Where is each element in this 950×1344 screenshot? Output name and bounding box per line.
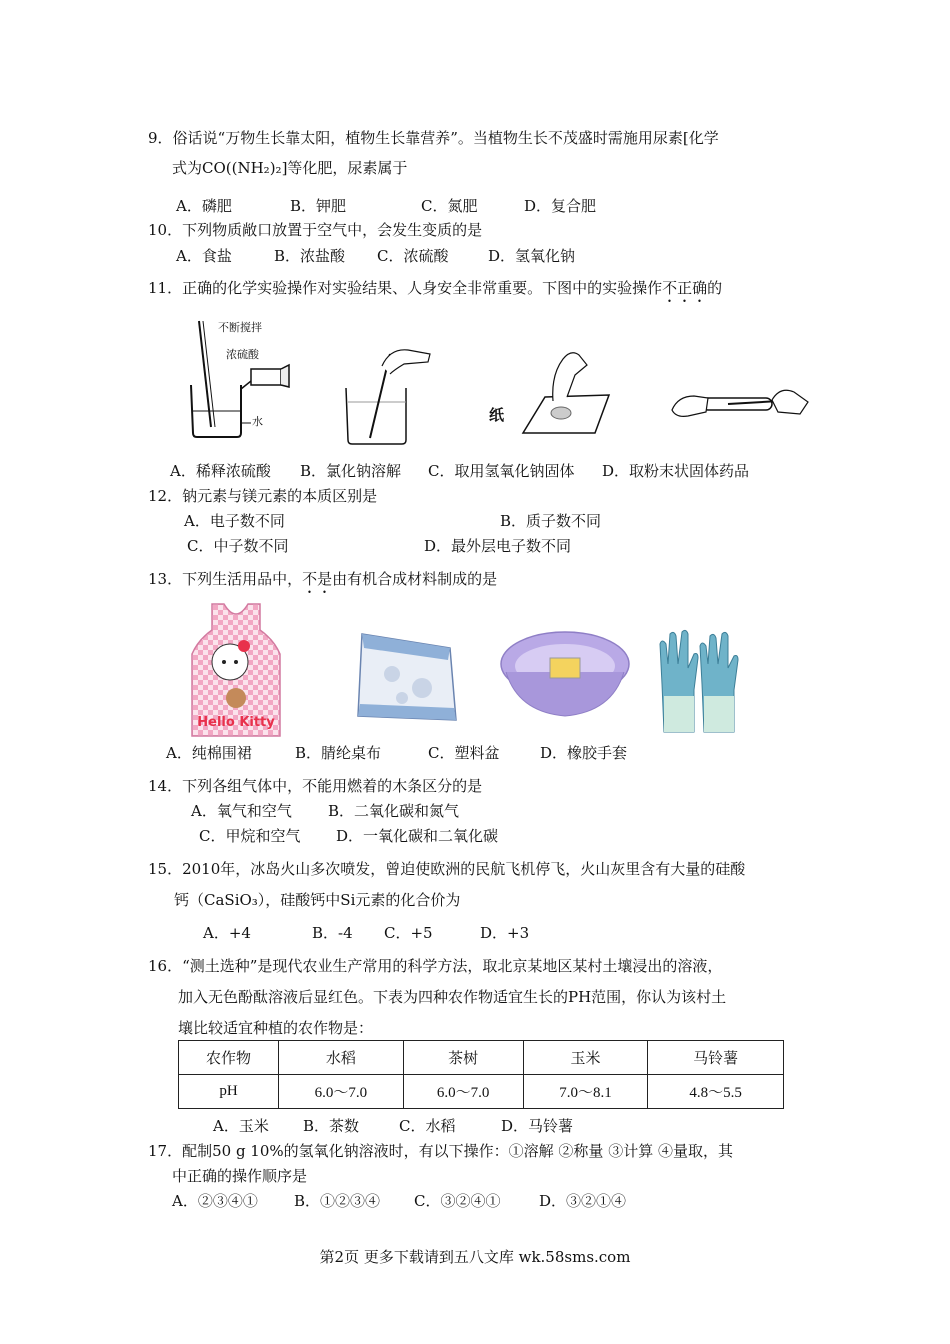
q15-option-c: C．+5 [384, 924, 433, 942]
q15-option-b: B．-4 [312, 924, 353, 942]
q11-option-a: A．稀释浓硫酸 [170, 462, 271, 480]
tablecloth-image [352, 628, 462, 726]
label-water: 水 [252, 415, 263, 428]
q15-stem-line1: 15．2010年，冰岛火山多次喷发，曾迫使欧洲的民航飞机停飞，火山灰里含有大量的硅酸 [148, 860, 746, 878]
q14-option-a: A．氧气和空气 [191, 802, 292, 820]
q11-option-d: D．取粉末状固体药品 [602, 462, 750, 480]
naoh-paper-figure [515, 345, 625, 440]
q12-option-d: D．最外层电子数不同 [424, 537, 572, 555]
q10-option-a: A．食盐 [176, 247, 232, 265]
q15-option-a: A．+4 [203, 924, 251, 942]
q17-option-b: B．①②③④ [294, 1192, 381, 1210]
q12-option-c: C．中子数不同 [187, 537, 289, 555]
ph-table-header-cell: 茶树 [403, 1041, 523, 1075]
q14-stem: 14．下列各组气体中，不能用燃着的木条区分的是 [148, 777, 483, 795]
q15-option-d: D．+3 [480, 924, 530, 942]
q11-option-c: C．取用氢氧化钠固体 [428, 462, 575, 480]
ph-table-cell: 4.8～5.5 [648, 1075, 784, 1109]
q17-stem-line1: 17．配制50 g 10%的氢氧化钠溶液时，有以下操作：①溶解 ②称量 ③计算 ④量取，其 [148, 1142, 733, 1160]
q10-stem: 10．下列物质敞口放置于空气中，会发生变质的是 [148, 221, 483, 239]
q15-stem-line2: 钙（CaSiO₃），硅酸钙中Si元素的化合价为 [174, 891, 461, 909]
q12-option-b: B．质子数不同 [500, 512, 602, 530]
q16-option-a: A．玉米 [213, 1117, 269, 1135]
q13-option-d: D．橡胶手套 [540, 744, 628, 762]
ph-table-cell: 6.0～7.0 [403, 1075, 523, 1109]
q14-option-b: B．二氧化碳和氮气 [328, 802, 460, 820]
ph-table-header-cell: 玉米 [523, 1041, 648, 1075]
q10-option-d: D．氢氧化钠 [488, 247, 576, 265]
q11-emphasis: 不正确 [662, 279, 708, 297]
ph-table-header-cell: 马铃薯 [648, 1041, 784, 1075]
q11-stem: 11．正确的化学实验操作对实验结果、人身安全非常重要。下图中的实验操作不正确的 [148, 279, 723, 297]
plastic-basin-image [498, 628, 632, 720]
q12-stem: 12．钠元素与镁元素的本质区别是 [148, 487, 378, 505]
q9-option-a: A．磷肥 [176, 197, 232, 215]
q10-option-b: B．浓盐酸 [274, 247, 346, 265]
q16-stem-line3: 壤比较适宜种植的农作物是： [178, 1019, 374, 1037]
q14-option-d: D．一氧化碳和二氧化碳 [336, 827, 499, 845]
q9-stem-line2: 式为CO((NH₂)₂]等化肥，尿素属于 [172, 159, 408, 177]
q17-stem-line2: 中正确的操作顺序是 [172, 1167, 308, 1185]
label-paper: 纸 [489, 406, 505, 424]
q16-option-b: B．茶数 [303, 1117, 360, 1135]
label-stir: 不断搅拌 [218, 321, 262, 334]
q13-stem: 13．下列生活用品中，不是由有机合成材料制成的是 [148, 570, 498, 588]
q13-option-a: A．纯棉围裙 [166, 744, 252, 762]
page-footer: 第2页 更多下载请到五八文库 wk.58sms.com [319, 1248, 631, 1266]
ph-table [178, 1040, 784, 1109]
ph-table-cell: 6.0～7.0 [279, 1075, 404, 1109]
ph-table-cell: 7.0～8.1 [523, 1075, 648, 1109]
rubber-gloves-image [654, 624, 744, 736]
q12-option-a: A．电子数不同 [184, 512, 285, 530]
q13-option-c: C．塑料盆 [428, 744, 500, 762]
q16-stem-line1: 16．“测土选种”是现代农业生产常用的科学方法，取北京某地区某村土壤浸出的溶液， [148, 957, 723, 975]
q13-option-b: B．腈纶桌布 [295, 744, 382, 762]
q16-stem-line2: 加入无色酚酞溶液后显红色。下表为四种农作物适宜生长的PH范围，你认为该村土 [178, 988, 727, 1006]
q16-option-c: C．水稻 [399, 1117, 456, 1135]
q9-option-c: C．氮肥 [421, 197, 478, 215]
dissolve-figure [338, 340, 438, 450]
ph-table-header-cell: 水稻 [279, 1041, 404, 1075]
q10-option-c: C．浓硫酸 [377, 247, 449, 265]
powder-tube-figure [668, 380, 813, 430]
cotton-apron-image [188, 600, 284, 738]
ph-table-header-row [179, 1041, 784, 1075]
q14-option-c: C．甲烷和空气 [199, 827, 301, 845]
q9-option-b: B．钾肥 [290, 197, 347, 215]
q9-option-d: D．复合肥 [524, 197, 597, 215]
label-conc-acid: 浓硫酸 [226, 348, 259, 361]
q9-stem-line1: 9．俗话说“万物生长靠太阳，植物生长靠营养”。当植物生长不茂盛时需施用尿素[化学 [148, 129, 719, 147]
ph-table-cell: pH [179, 1075, 279, 1109]
q17-option-c: C．③②④① [414, 1192, 501, 1210]
ph-table-row [179, 1075, 784, 1109]
q13-emphasis: 不是 [302, 570, 333, 588]
apron-logo-text: Hello Kitty [197, 715, 275, 730]
q17-option-d: D．③②①④ [539, 1192, 627, 1210]
q17-option-a: A．②③④① [172, 1192, 258, 1210]
q11-option-b: B．氯化钠溶解 [300, 462, 402, 480]
ph-table-header-cell: 农作物 [179, 1041, 279, 1075]
q16-option-d: D．马铃薯 [501, 1117, 574, 1135]
